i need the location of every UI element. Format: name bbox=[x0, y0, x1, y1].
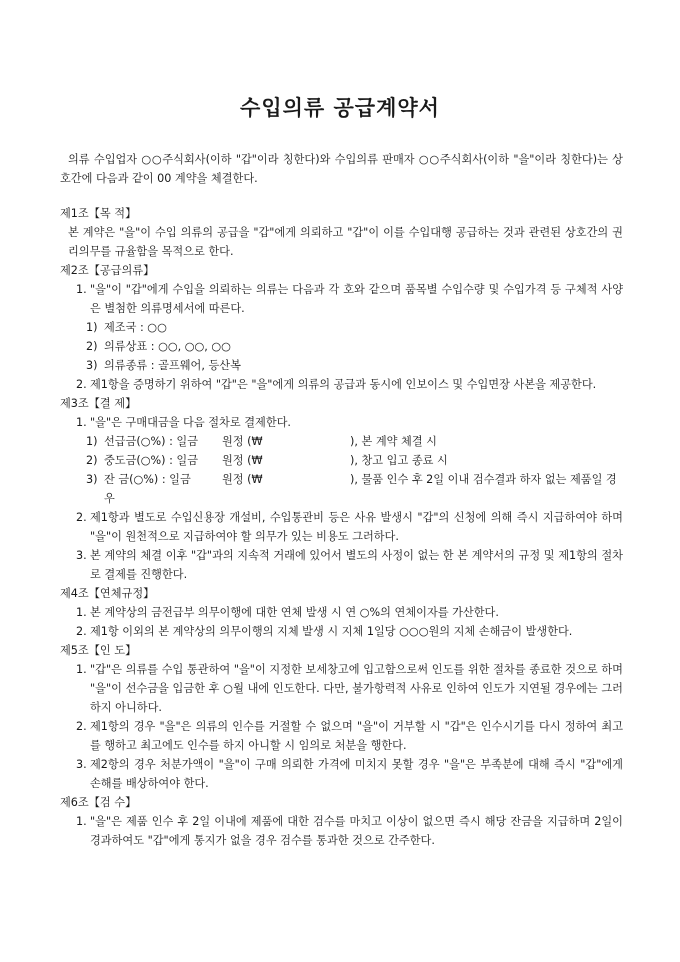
sub-number: 1) bbox=[86, 321, 98, 334]
article-5-heading: 제5조【인 도】 bbox=[60, 644, 137, 657]
article-2-clause-2 bbox=[60, 375, 623, 394]
payment-label: 선급금(○%) : 일금 bbox=[104, 435, 199, 448]
clause-number: 1. bbox=[76, 663, 87, 676]
sub-number: 3) bbox=[86, 359, 98, 372]
clause-text: 제1항을 증명하기 위하여 "갑"은 "을"에게 의류의 공급과 동시에 인보이스 및 수입면장 사본을 제공한다. bbox=[90, 378, 597, 391]
article-3-clause-3 bbox=[60, 546, 623, 584]
clause-text: "을"은 구매대금을 다음 절차로 결제한다. bbox=[90, 416, 291, 429]
clause-number: 1. bbox=[76, 606, 87, 619]
clause-number: 2. bbox=[76, 511, 87, 524]
article-1-heading: 제1조【목 적】 bbox=[60, 207, 137, 220]
clause-number: 3. bbox=[76, 758, 87, 771]
article-4-heading: 제4조【연체규정】 bbox=[60, 587, 155, 600]
payment-label: 잔 금(○%) : 일금 bbox=[104, 473, 191, 486]
payment-row-1 bbox=[60, 432, 623, 451]
clause-number: 2. bbox=[76, 625, 87, 638]
article-4-clause-1 bbox=[60, 603, 623, 622]
payment-term: ), 물품 인수 후 2일 이내 검수결과 하자 없는 제품일 경우 bbox=[104, 473, 617, 505]
payment-amount: 원정 (₩ bbox=[222, 454, 263, 467]
clause-text: "을"이 "갑"에게 수입을 의뢰하는 의류는 다음과 각 호와 같으며 품목별 수입수량 및 수입가격 등 구체적 사양은 별첨한 의류명세서에 따른다. bbox=[90, 283, 623, 315]
payment-row-2 bbox=[60, 451, 623, 470]
clause-text: 본 계약상의 금전급부 의무이행에 대한 연체 발생 시 연 ○%의 연체이자를 가산한다. bbox=[90, 606, 499, 619]
clause-text: 본 계약의 체결 이후 "갑"과의 지속적 거래에 있어서 별도의 사정이 없는 한 본 계약서의 규정 및 제1항의 절차로 결제를 진행한다. bbox=[90, 549, 623, 581]
article-4-clause-2 bbox=[60, 622, 623, 641]
clause-text: 제1항 이외의 본 계약상의 의무이행의 지체 발생 시 지체 1일당 ○○○원의 지체 손해금이 발생한다. bbox=[90, 625, 573, 638]
article-3-clause-1 bbox=[60, 413, 623, 432]
payment-number: 3) bbox=[86, 473, 98, 486]
article-5-clause-1 bbox=[60, 660, 623, 717]
article-5-clause-3 bbox=[60, 755, 623, 793]
payment-term: ), 본 계약 체결 시 bbox=[350, 435, 437, 448]
clause-text: "을"은 제품 인수 후 2일 이내에 제품에 대한 검수를 마치고 이상이 없으면 즉시 해당 잔금을 지급하며 2일이 경과하여도 "갑"에게 통지가 없을 경우 검수를 통과한 것으로 간주한다. bbox=[90, 815, 623, 847]
intro-paragraph: 의류 수입업자 ○○주식회사(이하 "갑"이라 칭한다)와 수입의류 판매자 ○○주식회사(이하 "을"이라 칭한다)는 상호간에 다음과 같이 00 계약을 체결한다. bbox=[60, 153, 623, 185]
sub-text: 의류상표 : ○○, ○○, ○○ bbox=[104, 340, 231, 353]
clause-number: 2. bbox=[76, 720, 87, 733]
sub-text: 의류종류 : 골프웨어, 등산복 bbox=[104, 359, 241, 372]
clause-number: 2. bbox=[76, 378, 87, 391]
clause-number: 1. bbox=[76, 815, 87, 828]
clause-text: 제1항의 경우 "을"은 의류의 인수를 거절할 수 없으며 "을"이 거부할 시 "갑"은 인수시기를 다시 정하여 최고를 행하고 최고에도 인수를 하지 아니할 시 임의로 처분을 행한다. bbox=[90, 720, 623, 752]
clause-number: 3. bbox=[76, 549, 87, 562]
payment-number: 2) bbox=[86, 454, 98, 467]
clause-text: 제2항의 경우 처분가액이 "을"이 구매 의뢰한 가격에 미치지 못할 경우 "을"은 부족분에 대해 즉시 "갑"에게 손해를 배상하여야 한다. bbox=[90, 758, 623, 790]
article-2-heading: 제2조【공급의류】 bbox=[60, 264, 155, 277]
payment-amount: 원정 (₩ bbox=[222, 435, 263, 448]
article-6-heading: 제6조【검 수】 bbox=[60, 796, 137, 809]
sub-number: 2) bbox=[86, 340, 98, 353]
payment-number: 1) bbox=[86, 435, 98, 448]
article-1-body: 본 계약은 "을"이 수입 의류의 공급을 "갑"에게 의뢰하고 "갑"이 이를 수입대행 공급하는 것과 관련된 상호간의 권리의무를 규율함을 목적으로 한다. bbox=[68, 226, 623, 258]
clause-text: 제1항과 별도로 수입신용장 개설비, 수입통관비 등은 사유 발생시 "갑"의 신청에 의해 즉시 지급하여야 하며 "을"이 원천적으로 지급하여야 할 의무가 있는 비용도 그러하다. bbox=[90, 511, 623, 543]
sub-text: 제조국 : ○○ bbox=[104, 321, 167, 334]
payment-row-3 bbox=[60, 470, 623, 508]
article-2-sub-1 bbox=[60, 318, 623, 337]
article-2-sub-2 bbox=[60, 337, 623, 356]
article-3-heading: 제3조【결 제】 bbox=[60, 397, 137, 410]
payment-term: ), 창고 입고 종료 시 bbox=[350, 454, 448, 467]
article-2-sub-3 bbox=[60, 356, 623, 375]
payment-label: 중도금(○%) : 일금 bbox=[104, 454, 199, 467]
document-title: 수입의류 공급계약서 bbox=[240, 96, 440, 120]
article-5-clause-2 bbox=[60, 717, 623, 755]
article-2-clause-1 bbox=[60, 280, 623, 318]
clause-number: 1. bbox=[76, 283, 87, 296]
article-6-clause-1 bbox=[60, 812, 623, 850]
clause-number: 1. bbox=[76, 416, 87, 429]
clause-text: "갑"은 의류를 수입 통관하여 "을"이 지정한 보세창고에 입고함으로써 인도를 위한 절차를 종료한 것으로 하며 "을"이 선수금을 입금한 후 ○월 내에 인도한다. 다만, 불가항력적 사유로 인하여 인도가 지연될 경우에는 그러하지 아니하다. bbox=[90, 663, 623, 714]
article-3-clause-2 bbox=[60, 508, 623, 546]
contract-body bbox=[60, 150, 623, 850]
payment-amount: 원정 (₩ bbox=[222, 473, 263, 486]
